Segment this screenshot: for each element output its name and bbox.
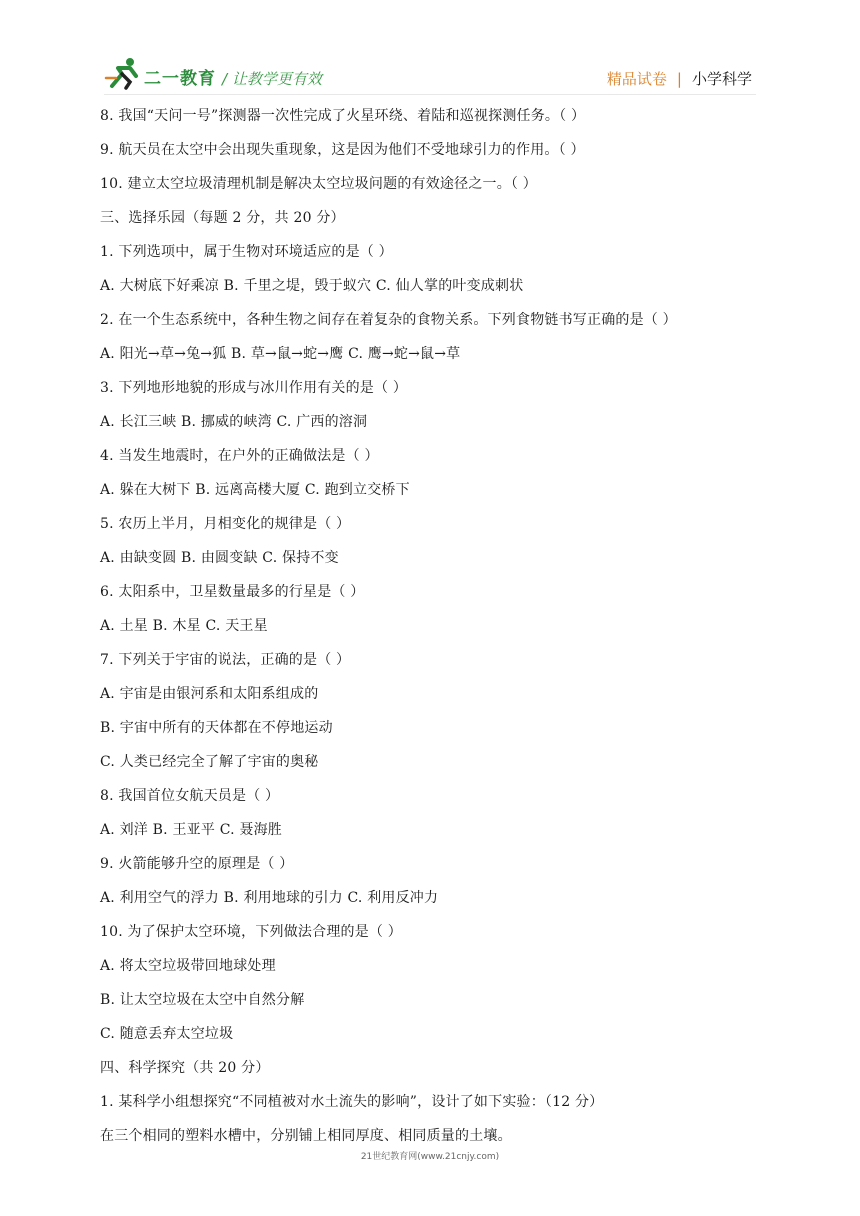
question-line: 7. 下列关于宇宙的说法，正确的是（ ） [100,652,351,668]
question-line: 2. 在一个生态系统中，各种生物之间存在着复杂的食物关系。下列食物链书写正确的是（ ） [100,312,677,328]
page-header [0,0,860,100]
question-line: 10. 为了保护太空环境，下列做法合理的是（ ） [100,924,402,940]
badge-left: 精品试卷 [606,70,667,88]
badge-right: 小学科学 [691,70,752,88]
section-heading: 四、科学探究（共 20 分） [100,1060,270,1076]
options-line: A. 土星 B. 木星 C. 天王星 [100,618,268,634]
question-line: 4. 当发生地震时，在户外的正确做法是（ ） [100,448,379,464]
question-line: 1. 下列选项中，属于生物对环境适应的是（ ） [100,244,393,260]
options-line: A. 大树底下好乘凉 B. 千里之堤，毁于蚁穴 C. 仙人掌的叶变成刺状 [100,278,524,294]
slogan: / 让教学更有效 [222,70,322,88]
option-line: B. 宇宙中所有的天体都在不停地运动 [100,720,333,736]
question-line: 9. 火箭能够升空的原理是（ ） [100,856,294,872]
question-line: 8. 我国“天问一号”探测器一次性完成了火星环绕、着陆和巡视探测任务。（ ） [100,108,586,124]
options-line: A. 刘洋 B. 王亚平 C. 聂海胜 [100,822,283,838]
document-body [100,105,760,1159]
logo-text: 二一教育 [144,69,216,89]
question-line: 5. 农历上半月，月相变化的规律是（ ） [100,516,351,532]
option-line: C. 随意丢弃太空垃圾 [100,1026,234,1042]
question-line: 9. 航天员在太空中会出现失重现象，这是因为他们不受地球引力的作用。（ ） [100,142,585,158]
option-line: A. 将太空垃圾带回地球处理 [100,958,276,974]
question-line: 1. 某科学小组想探究“不同植被对水土流失的影响”，设计了如下实验：（12 分） [100,1094,604,1110]
logo [104,56,224,92]
options-line: A. 长江三峡 B. 挪威的峡湾 C. 广西的溶洞 [100,414,368,430]
options-line: A. 躲在大树下 B. 远离高楼大厦 C. 跑到立交桥下 [100,482,410,498]
question-line: 8. 我国首位女航天员是（ ） [100,788,280,804]
header-badge [607,68,752,89]
option-line: B. 让太空垃圾在太空中自然分解 [100,992,305,1008]
option-line: A. 宇宙是由银河系和太阳系组成的 [100,686,319,702]
page-footer: 21世纪教育网(www.21cnjy.com) [360,1152,500,1162]
options-line: A. 利用空气的浮力 B. 利用地球的引力 C. 利用反冲力 [100,890,439,906]
option-line: C. 人类已经完全了解了宇宙的奥秘 [100,754,319,770]
question-line: 3. 下列地形地貌的形成与冰川作用有关的是（ ） [100,380,408,396]
badge-separator: | [676,70,682,88]
options-line: A. 由缺变圆 B. 由圆变缺 C. 保持不变 [100,550,339,566]
question-line: 6. 太阳系中，卫星数量最多的行星是（ ） [100,584,365,600]
header-divider [104,94,756,95]
section-heading: 三、选择乐园（每题 2 分，共 20 分） [100,210,345,226]
paragraph-line: 在三个相同的塑料水槽中，分别铺上相同厚度、相同质量的土壤。 [100,1128,512,1144]
runner-logo-icon [104,56,144,90]
question-line: 10. 建立太空垃圾清理机制是解决太空垃圾问题的有效途径之一。（ ） [100,176,537,192]
options-line: A. 阳光→草→兔→狐 B. 草→鼠→蛇→鹰 C. 鹰→蛇→鼠→草 [100,346,461,362]
